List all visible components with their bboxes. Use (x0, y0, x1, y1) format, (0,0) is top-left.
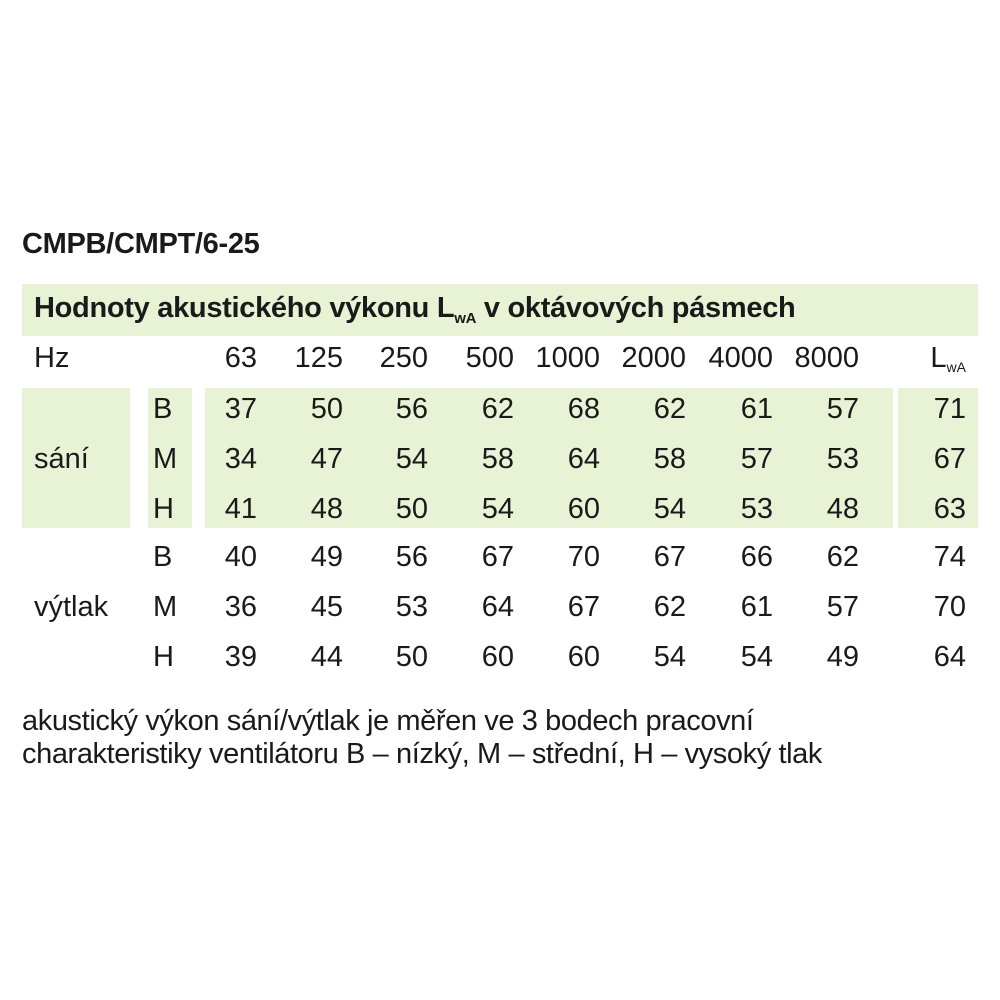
table-cell: 64 (481, 591, 514, 623)
total-header-main: L (930, 342, 947, 374)
footnote (22, 705, 982, 771)
table-cell: 54 (481, 493, 514, 525)
table-cell: 40 (224, 541, 257, 573)
level-label: B (153, 541, 173, 573)
caption-suffix: v oktávových pásmech (476, 292, 796, 324)
caption-subscript: wA (454, 310, 477, 327)
level-label: H (153, 493, 174, 525)
total-cell: 63 (933, 493, 966, 525)
table-cell: 49 (310, 541, 343, 573)
caption-text: Hodnoty akustického výkonu L (34, 292, 455, 324)
group-label: výtlak (34, 591, 109, 623)
table-cell: 67 (481, 541, 514, 573)
table-cell: 62 (653, 393, 686, 425)
total-cell: 74 (933, 541, 966, 573)
table-cell: 36 (224, 591, 257, 623)
frequency-header: 4000 (708, 342, 773, 374)
table-cell: 56 (395, 393, 428, 425)
table-cell: 54 (395, 443, 428, 475)
table-cell: 50 (395, 641, 428, 673)
table-cell: 62 (653, 591, 686, 623)
table-caption (34, 292, 795, 327)
total-cell: 64 (933, 641, 966, 673)
table-cell: 60 (567, 641, 600, 673)
table-cell: 49 (826, 641, 859, 673)
table-cell: 60 (481, 641, 514, 673)
table-cell: 68 (567, 393, 600, 425)
table-cell: 47 (310, 443, 343, 475)
frequency-header: 8000 (794, 342, 859, 374)
total-cell: 70 (933, 591, 966, 623)
table-cell: 70 (567, 541, 600, 573)
table-cell: 58 (653, 443, 686, 475)
level-label: H (153, 641, 174, 673)
table-cell: 60 (567, 493, 600, 525)
frequency-header: 2000 (621, 342, 686, 374)
table-cell: 48 (826, 493, 859, 525)
frequency-header: 1000 (535, 342, 600, 374)
table-cell: 50 (310, 393, 343, 425)
table-cell: 54 (740, 641, 773, 673)
table-cell: 53 (740, 493, 773, 525)
table-cell: 54 (653, 641, 686, 673)
total-cell: 67 (933, 443, 966, 475)
table-cell: 64 (567, 443, 600, 475)
table-cell: 66 (740, 541, 773, 573)
footnote-line-1: akustický výkon sání/výtlak je měřen ve 3 bodech pracovní (22, 705, 754, 737)
table-cell: 34 (224, 443, 257, 475)
table-cell: 58 (481, 443, 514, 475)
level-label: M (153, 591, 178, 623)
table-cell: 37 (224, 393, 257, 425)
table-cell: 45 (310, 591, 343, 623)
table-cell: 57 (740, 443, 773, 475)
table-cell: 54 (653, 493, 686, 525)
frequency-header: 63 (224, 342, 257, 374)
table-cell: 67 (567, 591, 600, 623)
table-cell: 41 (224, 493, 257, 525)
frequency-header: 125 (294, 342, 343, 374)
product-title: CMPB/CMPT/6-25 (22, 228, 260, 260)
total-header (906, 342, 966, 375)
frequency-header: 250 (379, 342, 428, 374)
total-header-sub: wA (946, 359, 966, 375)
table-cell: 53 (395, 591, 428, 623)
table-cell: 61 (740, 393, 773, 425)
frequency-header: 500 (465, 342, 514, 374)
table-cell: 44 (310, 641, 343, 673)
table-cell: 53 (826, 443, 859, 475)
table-cell: 39 (224, 641, 257, 673)
group-label: sání (34, 443, 89, 475)
total-cell: 71 (933, 393, 966, 425)
table-cell: 56 (395, 541, 428, 573)
table-cell: 50 (395, 493, 428, 525)
table-cell: 57 (826, 591, 859, 623)
table-cell: 62 (826, 541, 859, 573)
table-cell: 67 (653, 541, 686, 573)
table-cell: 48 (310, 493, 343, 525)
table-cell: 61 (740, 591, 773, 623)
table-cell: 62 (481, 393, 514, 425)
level-label: M (153, 443, 178, 475)
unit-label: Hz (34, 342, 70, 374)
table-cell: 57 (826, 393, 859, 425)
footnote-line-2: charakteristiky ventilátoru B – nízký, M – střední, H – vysoký tlak (22, 738, 822, 770)
level-label: B (153, 393, 173, 425)
